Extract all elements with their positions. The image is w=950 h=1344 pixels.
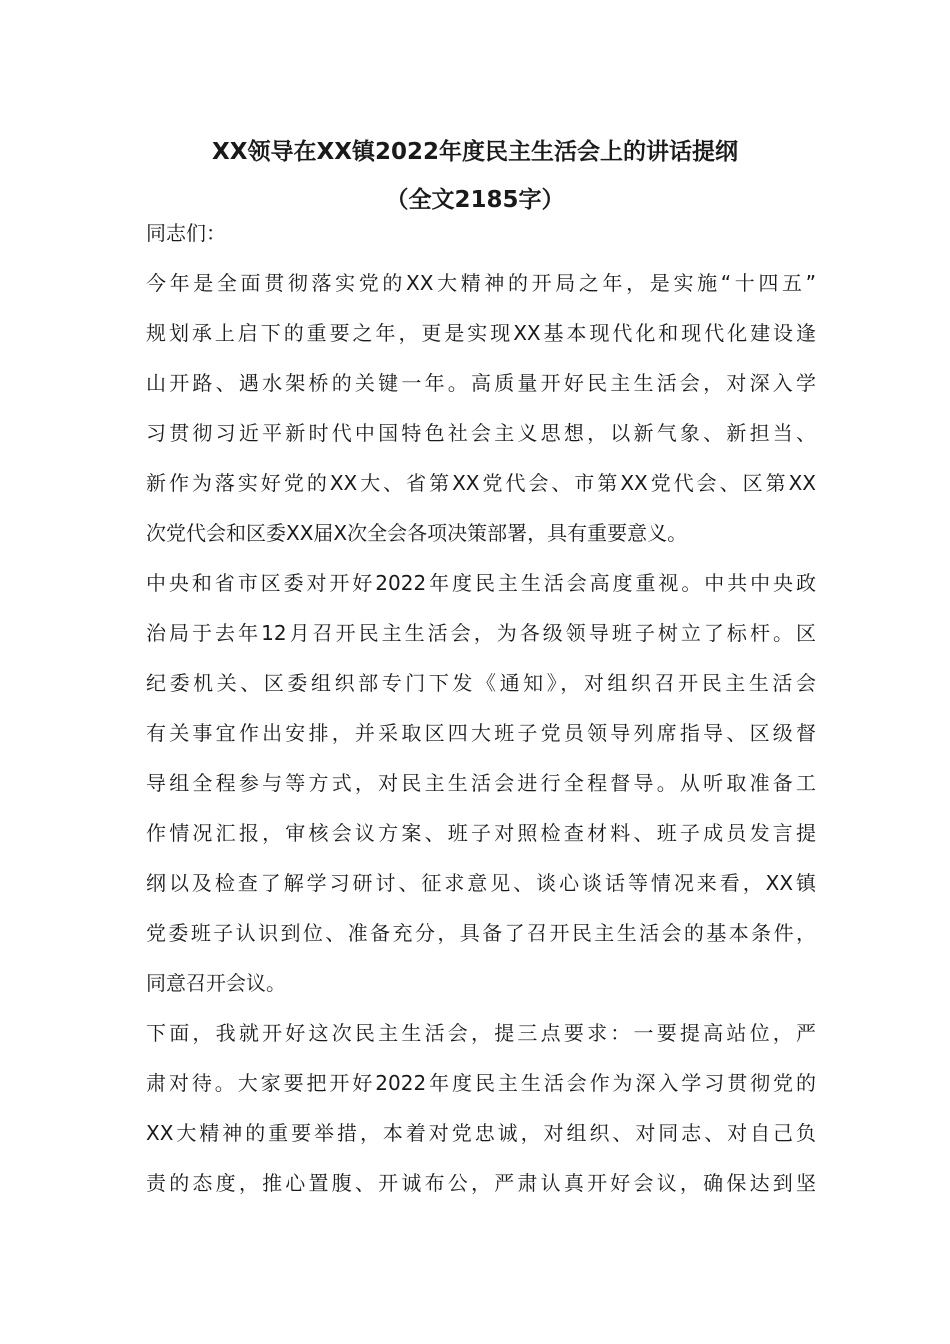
- paragraph-line: 导组全程参与等方式，对民主生活会进行全程督导。从听取准备工: [146, 771, 816, 795]
- paragraph-line: 同意召开会议。: [146, 971, 286, 995]
- paragraph-line: 有关事宜作出安排，并采取区四大班子党员领导列席指导、区级督: [146, 721, 816, 745]
- paragraph-line: 次党代会和区委XX届X次全会各项决策部署，具有重要意义。: [146, 521, 688, 545]
- paragraph-line: 下面，我就开好这次民主生活会，提三点要求：一要提高站位，严: [146, 1021, 816, 1045]
- paragraph-line: 纪委机关、区委组织部专门下发《通知》，对组织召开民主生活会: [146, 671, 816, 695]
- document-title: XX领导在XX镇2022年度民主生活会上的讲话提纲: [212, 139, 738, 165]
- paragraph-line: 责的态度，推心置腹、开诚布公，严肃认真开好会议，确保达到坚: [146, 1171, 816, 1195]
- paragraph-line: 作情况汇报，审核会议方案、班子对照检查材料、班子成员发言提: [146, 821, 816, 845]
- document-subtitle: （全文2185字）: [385, 187, 565, 213]
- paragraph-line: 新作为落实好党的XX大、省第XX党代会、市第XX党代会、区第XX: [146, 471, 816, 495]
- paragraph-line: 党委班子认识到位、准备充分，具备了召开民主生活会的基本条件，: [146, 921, 816, 945]
- paragraph-line: 治局于去年12月召开民主生活会，为各级领导班子树立了标杆。区: [146, 621, 816, 645]
- paragraph-line: 规划承上启下的重要之年，更是实现XX基本现代化和现代化建设逢: [146, 321, 816, 345]
- paragraph-line: 纲以及检查了解学习研讨、征求意见、谈心谈话等情况来看，XX镇: [146, 871, 816, 895]
- paragraph-line: XX大精神的重要举措，本着对党忠诚，对组织、对同志、对自己负: [146, 1121, 816, 1145]
- paragraph-line: 肃对待。大家要把开好2022年度民主生活会作为深入学习贯彻党的: [146, 1071, 816, 1095]
- paragraph-line: 习贯彻习近平新时代中国特色社会主义思想，以新气象、新担当、: [146, 421, 816, 445]
- paragraph-line: 今年是全面贯彻落实党的XX大精神的开局之年，是实施“十四五”: [146, 271, 816, 295]
- paragraph-line: 山开路、遇水架桥的关键一年。高质量开好民主生活会，对深入学: [146, 371, 816, 395]
- paragraph-line: 中央和省市区委对开好2022年度民主生活会高度重视。中共中央政: [146, 571, 816, 595]
- salutation-line: 同志们：: [146, 221, 226, 245]
- document-body: [146, 208, 816, 1208]
